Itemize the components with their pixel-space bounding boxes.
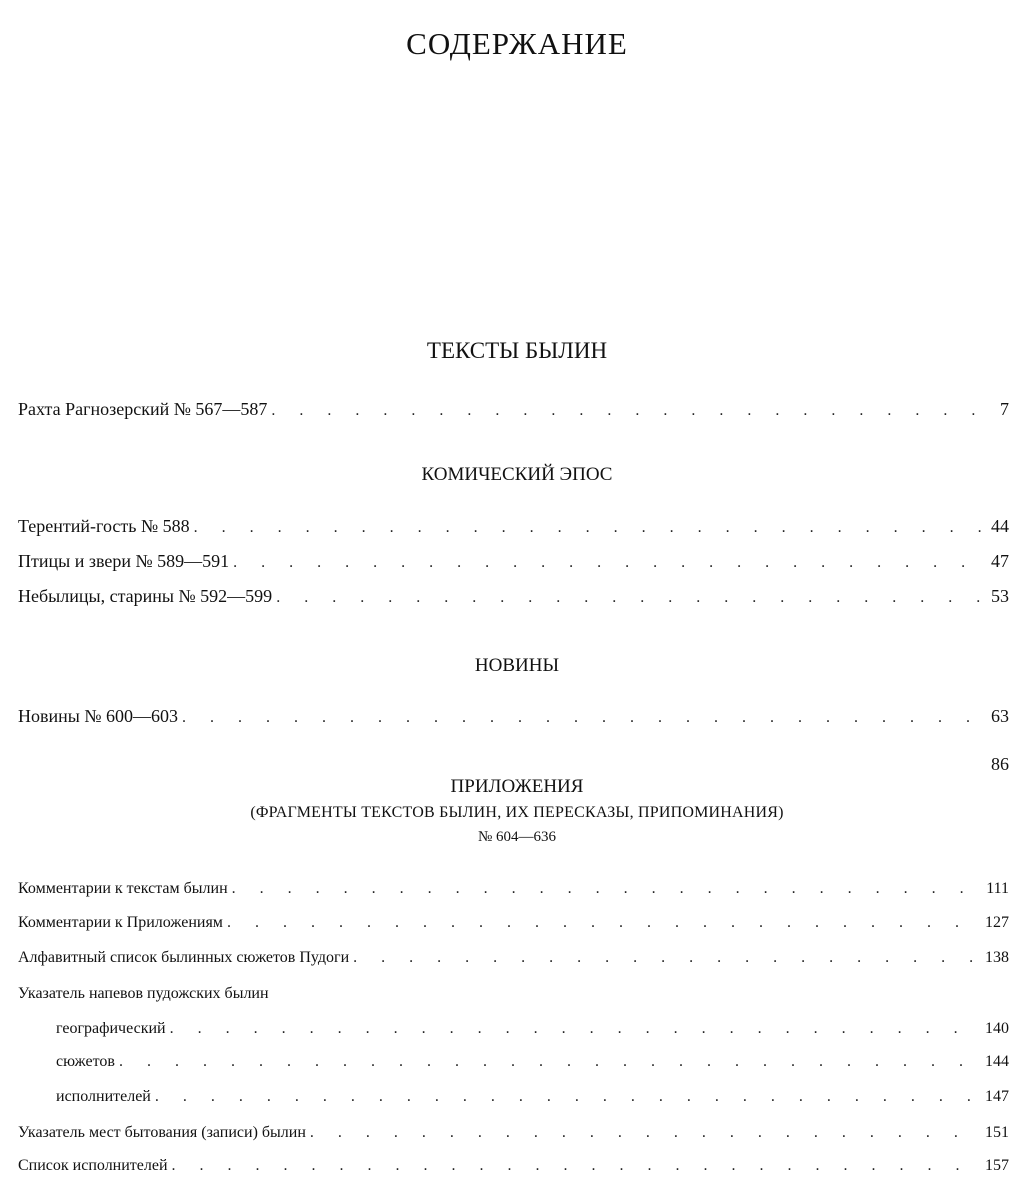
toc-entry-label: географический <box>56 1020 166 1037</box>
toc-entry-page: 140 <box>985 1020 1009 1037</box>
toc-entry-page: 47 <box>991 551 1009 571</box>
dot-leader <box>353 949 979 967</box>
toc-entry-page: 53 <box>991 586 1009 606</box>
toc-entry-page: 44 <box>991 516 1009 536</box>
appendix-numbers: № 604—636 <box>477 829 557 845</box>
toc-entry-terentiy[interactable] <box>18 516 1009 537</box>
toc-entry-places-index[interactable] <box>18 1124 1009 1142</box>
toc-entry-commentary-texts[interactable] <box>18 880 1009 898</box>
toc-entry-page: 63 <box>991 706 1009 726</box>
toc-entry-label: Список исполнителей <box>18 1157 168 1174</box>
dot-leader <box>233 554 985 572</box>
dot-leader <box>155 1088 979 1106</box>
appendix-page-number: 86 <box>991 754 1009 774</box>
toc-entry-label: исполнителей <box>56 1088 151 1105</box>
toc-entry-label: Терентий-гость № 588 <box>18 516 190 536</box>
toc-entry-label: Птицы и звери № 589—591 <box>18 551 230 571</box>
toc-entry-page: 7 <box>1000 399 1009 419</box>
toc-entry-tunes-index[interactable]: Указатель напевов пудожских былин <box>18 985 269 1002</box>
toc-entry-performers-list[interactable] <box>18 1157 1009 1175</box>
toc-subentry-performers[interactable] <box>56 1088 1009 1106</box>
toc-entry-label: Новины № 600—603 <box>18 706 179 726</box>
toc-entry-rakhta[interactable] <box>18 399 1009 420</box>
section-heading-texts: ТЕКСТЫ БЫЛИН <box>426 338 608 363</box>
dot-leader <box>172 1157 979 1175</box>
dot-leader <box>310 1124 979 1142</box>
section-heading-comic: КОМИЧЕСКИЙ ЭПОС <box>421 464 613 485</box>
toc-entry-birds[interactable] <box>18 551 1009 572</box>
toc-entry-label: Алфавитный список былинных сюжетов Пудоги <box>18 949 350 966</box>
toc-entry-label: Рахта Рагнозерский № 567—587 <box>18 399 268 419</box>
section-heading-appendix[interactable]: ПРИЛОЖЕНИЯ <box>450 776 584 797</box>
toc-subentry-plots[interactable] <box>56 1053 1009 1071</box>
dot-leader <box>232 880 981 898</box>
dot-leader <box>194 519 985 537</box>
toc-entry-page: 111 <box>986 880 1009 897</box>
toc-entry-alphabetical-list[interactable] <box>18 949 1009 967</box>
dot-leader <box>276 589 985 607</box>
toc-entry-commentary-appendix[interactable] <box>18 914 1009 932</box>
dot-leader <box>119 1053 979 1071</box>
toc-entry-label: Небылицы, старины № 592—599 <box>18 586 273 606</box>
toc-entry-noviny[interactable] <box>18 706 1009 727</box>
toc-entry-label: сюжетов <box>56 1053 115 1070</box>
toc-entry-page: 147 <box>985 1088 1009 1105</box>
toc-entry-label: Комментарии к Приложениям <box>18 914 223 931</box>
dot-leader <box>227 914 979 932</box>
toc-entry-nebylitsy[interactable] <box>18 586 1009 607</box>
toc-entry-label: Указатель мест бытования (записи) былин <box>18 1124 306 1141</box>
toc-entry-page: 127 <box>985 914 1009 931</box>
toc-subentry-geographic[interactable] <box>56 1020 1009 1038</box>
toc-entry-page: 157 <box>985 1157 1009 1174</box>
dot-leader <box>271 402 994 420</box>
appendix-subheading: (ФРАГМЕНТЫ ТЕКСТОВ БЫЛИН, ИХ ПЕРЕСКАЗЫ, ПРИПОМИНАНИЯ) <box>250 804 784 821</box>
dot-leader <box>182 709 985 727</box>
page-title: СОДЕРЖАНИЕ <box>406 26 628 61</box>
dot-leader <box>170 1020 979 1038</box>
toc-entry-label: Комментарии к текстам былин <box>18 880 228 897</box>
section-heading-noviny: НОВИНЫ <box>474 655 560 676</box>
toc-entry-page: 151 <box>985 1124 1009 1141</box>
toc-entry-page: 138 <box>985 949 1009 966</box>
toc-entry-page: 144 <box>985 1053 1009 1070</box>
